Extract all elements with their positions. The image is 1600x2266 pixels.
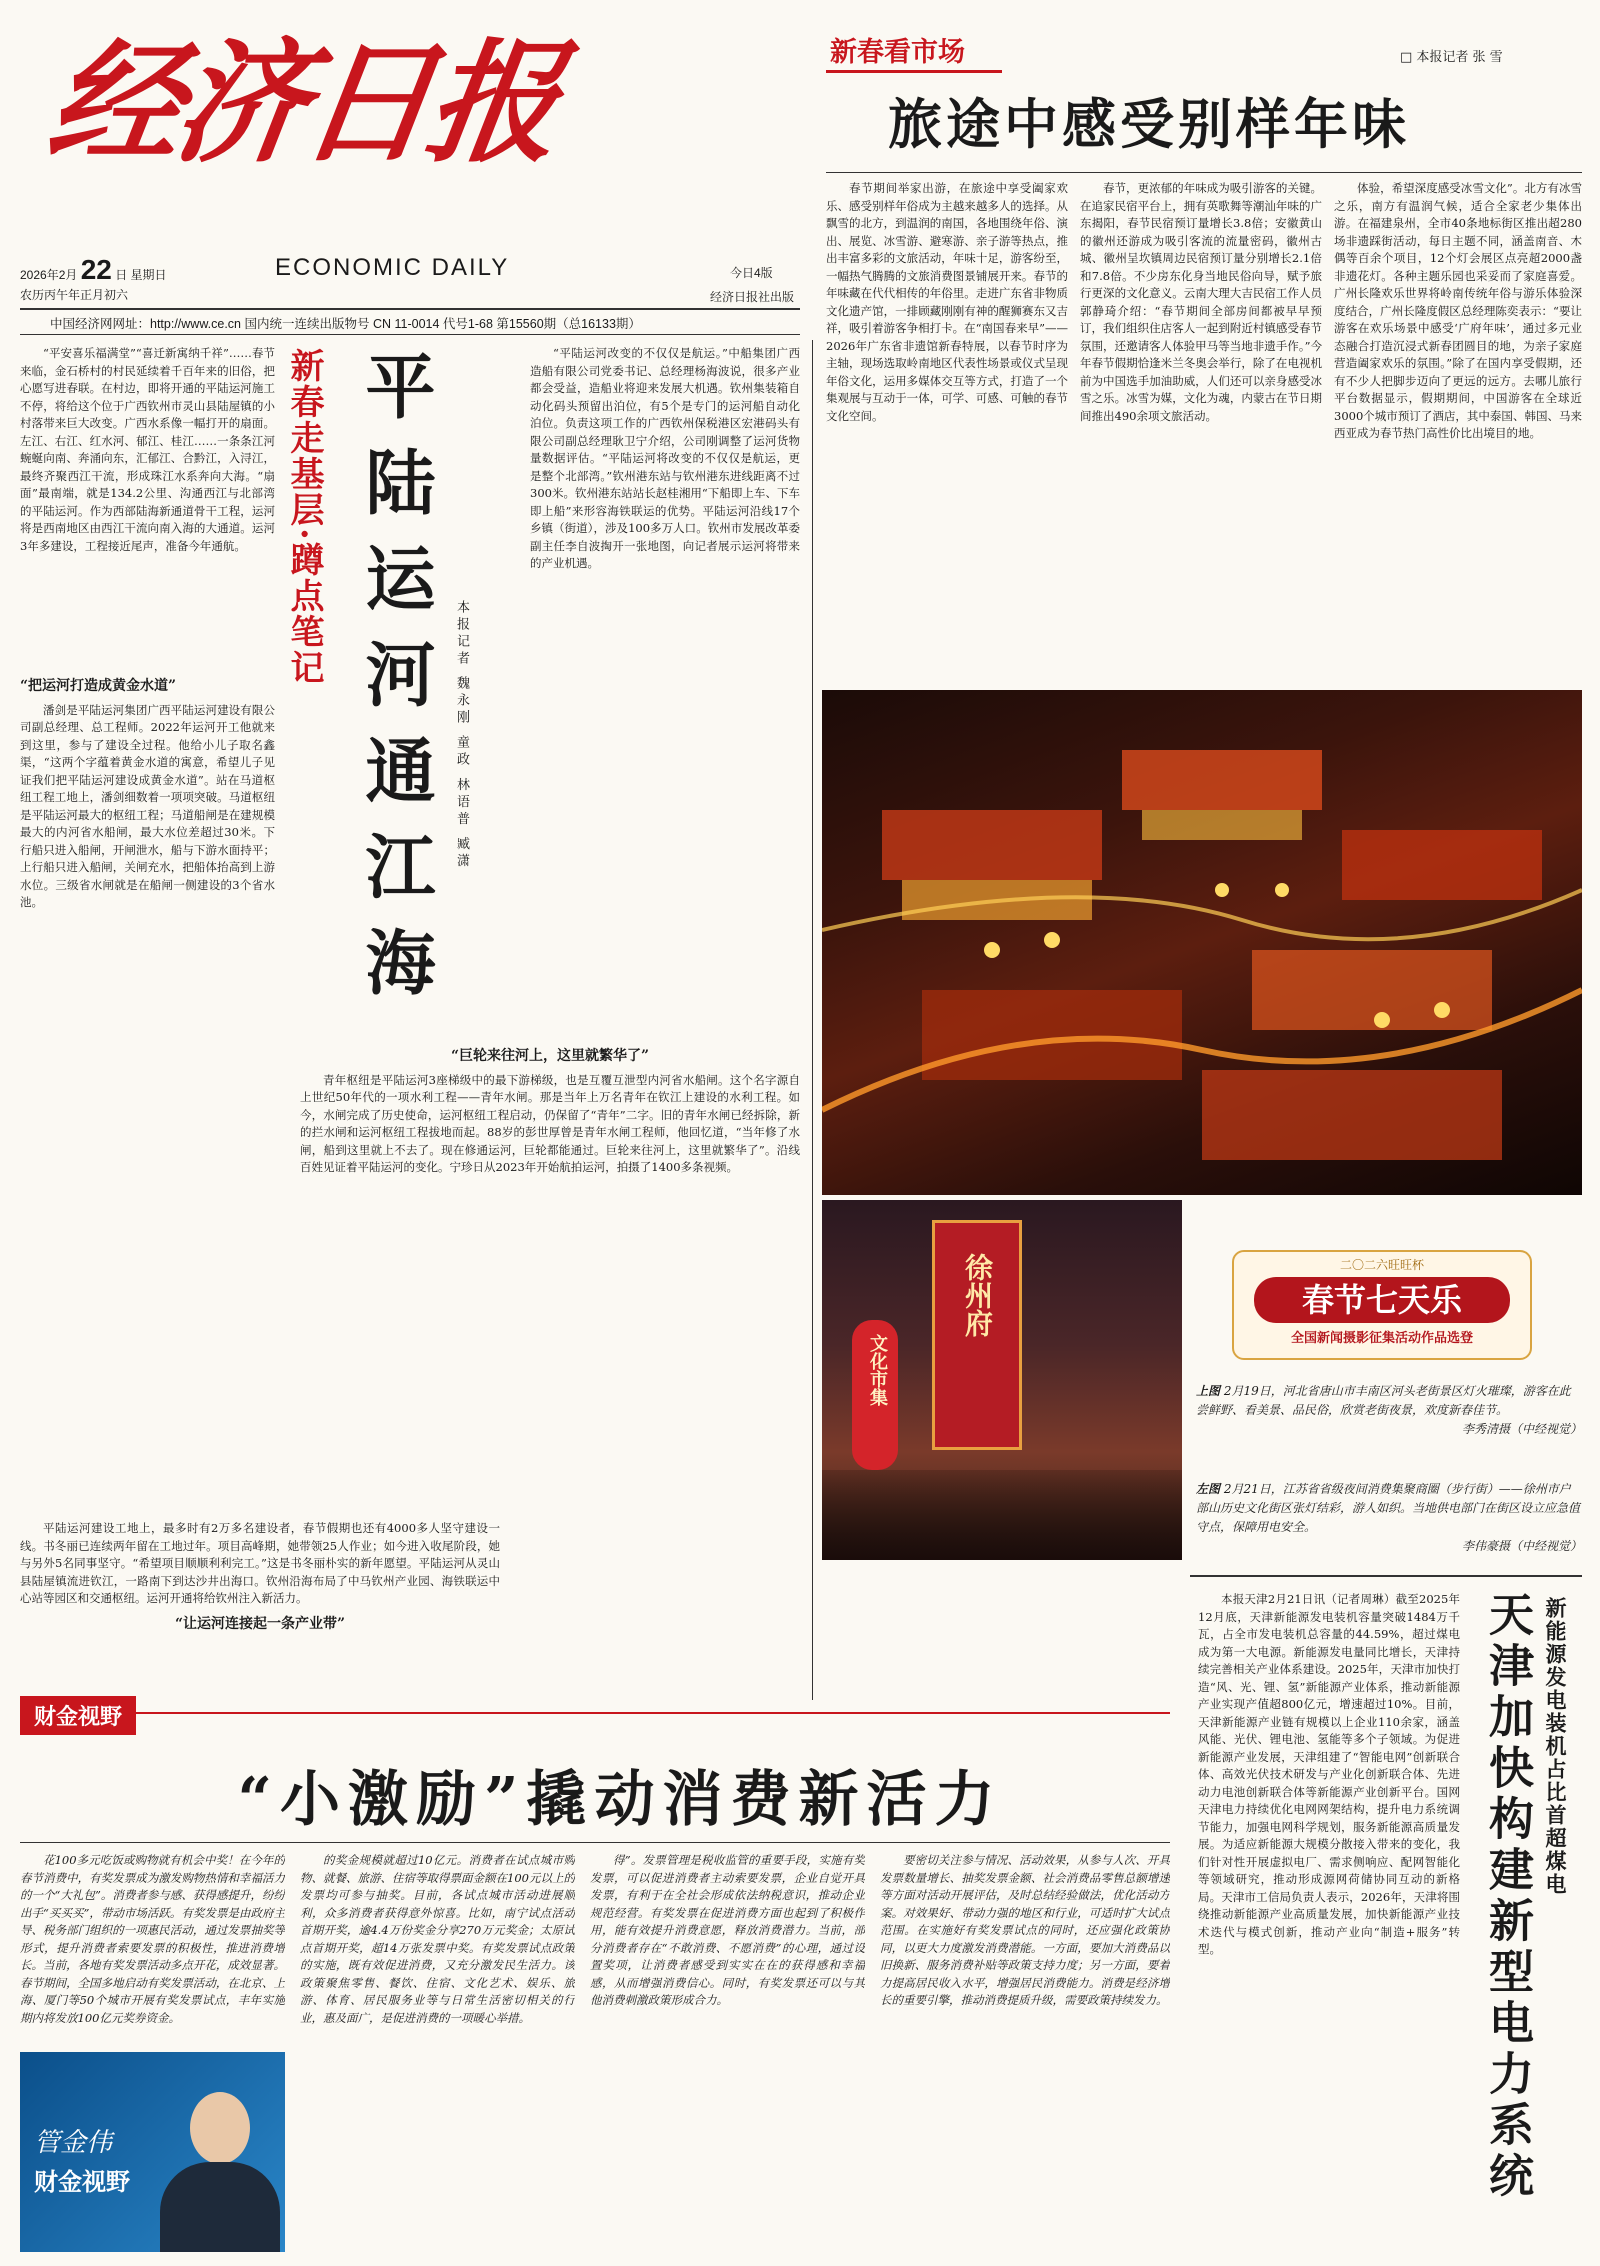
finance-rule-top [20,1712,1170,1714]
lead-title-rule [826,172,1582,173]
masthead-rule-bottom [20,334,800,335]
finance-col-2: 的奖金规模就超过10亿元。消费者在试点城市购物、就餐、旅游、住宿等取得票面金额在100元以上的发票均可参与抽奖。目前，各试点城市活动进展顺利，众多消费者获得意外惊喜。比如，南宁试点活动首期开奖，逾4.4万份奖金分享270万元奖金；太原试点首期开奖，超14万张发票中奖。有奖发票试点政策的实施，既有效促进消费，又充分激发民生活力。该政策聚焦零售、餐饮、住宿、文化艺术、娱乐、旅游、体育、居民服务业等与日常生活密切相关的行业，惠及面广，是促进消费的一项暖心举措。 [300,1853,575,2025]
lead-col-2: 春节，更浓郁的年味成为吸引游客的关键。在追家民宿平台上，拥有英歌舞等潮汕年味的广东揭阳，春节民宿预订量增长3.8倍；安徽黄山的徽州还游成为吸引客流的流量密码，徽州古城、徽州呈坎镇周边民宿预订量分别增长2.1倍和7.8倍。不少房东化身当地民俗向导，赋予旅行更深的文化意义。云南大理大吉民宿工作人员郭静琦介绍：“春节期间全部房间都被早早预订，我们组织住店客人一起到附近村镇感受春节氛围，还邀请客人体验甲马等当地非遗手作。”今年春节假期恰逢米兰冬奥会举行，除了在电视机前为中国选手加油助威，人们还可以亲身感受冰雪之乐。冰雪为媒，文化为魂，内蒙古在节日期间推出490余项文旅活动。 [1080,181,1322,423]
tianjin-title: 天津加快构建新型电力系统 [1481,1591,1534,2203]
feature-col-5: “巨轮来往河上，这里就繁华了” 青年枢纽是平陆运河3座梯级中的最下游梯级，也是互覆互泄型内河省水船闸。这个名字源自上世纪50年代的一项水利工程——青年水闸。那是当年上万名青年在钦江上建设的水利工程。如今，水闸完成了历史使命，运河枢纽工程启动，仍保留了“青年”二字。旧的青年水闸已经拆除，新的拦水闸和运河枢纽工程拔地而起。88岁的彭世厚曾是青年水闸工程师，他回忆道，“当年修了水闸，船到这里就上不去了。现在修通运河，巨轮都能通过。巨轮来往河上，这里就繁华了”。沿线百姓见证着平陆运河的变化。宁珍日从2023年开始航拍运河，拍摄了1400多条视频。 [300,1048,800,1174]
photo-arch: 徐州府 [932,1220,1022,1450]
photo-banner: 二〇二六旺旺杯 春节七天乐 全国新闻摄影征集活动作品选登 [1232,1250,1532,1360]
masthead-rule [20,308,800,310]
photo-lantern-sign: 文化市集 [852,1320,898,1470]
finance-title: “小激励”撬动消费新活力 [237,1765,1003,1835]
lead-kicker-underline [826,70,1002,73]
masthead-lunar: 农历丙午年正月初六 [20,288,129,302]
masthead-date: 2026年2月 22 日 星期日 [20,254,167,285]
feature-kicker: 新春走基层·蹲点笔记 [284,348,324,686]
photo-caption-2: 左图 2月21日，江苏省省级夜间消费集聚商圈（步行街）——徐州市户部山历史文化街区张灯结彩，游人如织。当地供电部门在街区设立应急值守点，保障用电安全。 李伟豪摄（中经视觉） [1196,1482,1582,1553]
photo-night-street-art [822,690,1582,1195]
finance-portrait: 管金伟 财金视野 [20,2052,285,2252]
finance-col-4: 要密切关注参与情况、活动效果，从参与人次、开具发票数量增长、抽奖发票金额、社会消费品零售总额增速等方面对活动开展评估，及时总结经验做法，优化活动方案。对效果好、带动力强的地区和行业，可适时扩大试点范围。在实施好有奖发票试点的同时，还应强化政策协同，以更大力度激发消费潜能。一方面，要加大消费品以旧换新、服务消费补贴等政策支持力度；另一方面，要着力提高居民收入水平，增强居民消费能力。消费是经济增长的重要引擎，推动消费提质升级，需要政策持续发力。 [880,1853,1170,2007]
masthead-infobar: 中国经济网网址：http://www.ce.cn 国内统一连续出版物号 CN 11-0014 代号1-68 第15560期（总16133期） [50,317,641,331]
masthead-pages: 今日4版 [730,266,773,280]
newspaper-logo: 经济日报 [39,26,565,181]
feature-col-3: 平陆运河建设工地上，最多时有2万多名建设者，春节假期也还有4000多人坚守建设一线。书冬丽已连续两年留在工地过年。项目高峰期，她带领25人作业；如今进入收尾阶段，她与另外5名同事坚守。“希望项目顺顺利利完工。”这是书冬丽朴实的新年愿望。平陆运河从灵山县陆屋镇流进钦江，一路南下到达沙井出海口。钦州沿海布局了中马钦州产业园、海铁联运中心站等园区和交通枢纽。运河开通将给钦州注入新活力。 “让运河连接起一条产业带” [20,1521,500,1632]
lead-kicker: 新春看市场 [830,37,965,68]
feature-subhead-2: “让运河连接起一条产业带” [174,1615,346,1632]
feature-col-2: “把运河打造成黄金水道” 潘剑是平陆运河集团广西平陆运河建设有限公司副总经理、总工程师。2022年运河开工他就来到这里，参与了建设全过程。他给小儿子取名鑫渠，“这两个字蕴着黄金水道的寓意，希望儿子见证我们把平陆运河建设成黄金水道”。站在马道枢纽工程工地上，潘剑细数着一项项突破。马道枢纽是平陆运河最大的枢纽工程；马道船闸是在建规模最大的内河省水船闸，最大水位差超过30米。下行船只进入船闸，开闸泄水，船与下游水面持平；上行船只进入船闸，关闸充水，把船体抬高到上游水位。三级省水闸就是在船闸一侧建设的3个省水池。 [20,678,275,909]
feature-subhead-1: “把运河打造成黄金水道” [20,678,177,694]
portrait-body [160,2162,280,2252]
lead-title: 旅途中感受别样年味 [888,92,1410,156]
finance-col-1: 花100多元吃饭或购物就有机会中奖！在今年的春节消费中，有奖发票成为激发购物热情和幸福活力的一个“大礼包”。消费者参与感、获得感提升，纷纷出手“买买买”，带动市场活跃。有奖发票是由政府主导、税务部门组织的一项惠民活动，通过发票抽奖等形式，提升消费者索要发票的积极性，推进消费增长。当前，各地有奖发票活动多点开花，成效显著。春节期间，全国多地启动有奖发票活动，在北京、上海、厦门等50个城市开展有奖发票试点，丰年实施期内将发放100亿元奖券资金。 [20,1853,285,2025]
feature-col-1: “平安喜乐福满堂”“喜迁新寓纳千祥”……春节来临，金石桥村的村民延续着千百年来的旧俗，把心愿写进春联。在村边，即将开通的平陆运河施工不停，将给这个位于广西钦州市灵山县陆屋镇的小村落带来巨大改变。广西水系像一幅打开的扇面。左江、右江、红水河、郁江、桂江……一条条江河蜿蜒向南、奔涌向东，汇郁江、合黔江，入浔江，最终齐聚西江干流，形成珠江水系奔向大海。“扇面”最南端，就是134.2公里、沟通西江与北部湾的平陆运河。作为西部陆海新通道骨干工程，运河将是西南地区由西江干流向南入海的大通道。运河3年多建设，工程接近尾声，准备今年通航。 [20,346,275,553]
feature-divider-v [812,340,813,1700]
masthead-publisher: 经济日报社出版 [710,290,795,304]
tianjin-body: 本报天津2月21日讯（记者周琳）截至2025年12月底，天津新能源发电装机容量突破1484万千瓦，占全市发电装机总容量的44.59%，超过煤电成为第一大电源。新能源发电量同比增长，天津持续完善相关产业体系建设。2025年，天津市加快打造“风、光、锂、氢”新能源产业体系，推动新能源产业实现产值超800亿元，增速超过10%。目前，天津新能源产业链有规模以上企业110余家，涵盖风能、光伏、锂电池、氢能等多个子领域。为促进新能源产业发展，天津组建了“智能电网”创新联合体、高效光伏技术研发与产业化创新联合体、先进动力电池创新联合体等新能源产业创新平台。国网天津电力持续优化电网网架结构，提升电力系统调节能力，加强电网科学规划，服务新能源高质量发展。为适应新能源大规模分散接入带来的变化，我们针对性开展虚拟电厂、需求侧响应、配网智能化等领域研究，推动形成源网荷储协同互动的新格局。天津市工信局负责人表示，2026年，天津将围绕推动新能源产业高质量发展，加快新能源产业技术迭代与模式创新，推动产业向“制造+服务”转型。 [1198,1592,1460,1956]
portrait-head [190,2092,250,2164]
lead-col-1: 春节期间举家出游，在旅途中享受阖家欢乐、感受别样年俗成为主越来越多人的选择。从飘雪的北方，到温润的南国，各地围绕年俗、演出、展览、冰雪游、避寒游、亲子游等热点，推出丰富多彩的文旅活动，年味十足，游客纷至，一幅热气腾腾的文旅消费图景铺展开来。春节的年味藏在代代相传的年俗里。走进广东省非物质文化遗产馆，一排顾藏刚刚有神的醒狮赛东又吉祥，吸引着游客争相打卡。在“南国春来早”——2026年广东省非遗馆新春特展，以春节时序为主轴，现场选取岭南地区代表性场景或仪式呈现年俗文化，运用多媒体交互等方式，打造了一个集观展与互动于一体，可学、可感、可触的春节文化空间。 [826,181,1068,423]
photo-caption-1: 上图 2月19日，河北省唐山市丰南区河头老街景区灯火璀璨，游客在此尝鲜野、看美景、品民俗，欣赏老街夜景，欢度新春佳节。 李秀清摄（中经视觉） [1196,1384,1582,1436]
photo-crowd [822,1470,1182,1560]
photo-pedestrian-street [822,1200,1182,1560]
finance-title-rule [20,1842,1170,1843]
finance-col-3: 得”。发票管理是税收监管的重要手段，实施有奖发票，可以促进消费者主动索要发票，企业自觉开具发票，有利于在全社会形成依法纳税意识，推动企业规范经营。有奖发票在促进消费方面也起到了积极作用，能有效提升消费意愿，释放消费潜力。当前，部分消费者存在“不敢消费、不愿消费”的心理，通过设置奖项，让消费者感受到实实在在的获得感和幸福感，从而增强消费信心。同时，有奖发票还可以与其他消费刺激政策形成合力。 [590,1853,865,2007]
finance-section-label: 财金视野 [20,1696,136,1735]
lead-col-3: 体验，希望深度感受冰雪文化”。北方有冰雪之乐，南方有温润气候，适合全家老少集体出游。在福建泉州，全市40条地标街区推出超280场非遗踩街活动，每日主题不同，涵盖南音、木偶等百余个项目，12个灯会展区点亮超2000盏非遗花灯。各种主题乐园也采妥而了家庭喜爱。广州长隆欢乐世界将岭南传统年俗与游乐体验深度结合，广州长隆度假区总经理陈奕表示：“要让游客在欢乐场景中感受‘广府年味’，通过多元业态融合打造沉浸式新春团圆目的地，为亲子家庭营造阖家欢乐的氛围。”除了在国内享受假期，还有不少人把脚步迈向了更远的远方。去哪儿旅行平台数据显示，假期期间，中国游客在全球近3000个城市预订了酒店，其中泰国、韩国、马来西亚成为春节热门高性价比出境目的地。 [1334,181,1582,440]
tianjin-subtitle: 新能源发电装机占比首超煤电 [1543,1597,1568,1896]
feature-title: 平陆运河通江海 [354,350,437,1022]
masthead [20,14,820,304]
photo-night-street [822,690,1582,1195]
feature-col-4: “平陆运河改变的不仅仅是航运。”中船集团广西造船有限公司党委书记、总经理杨海波说，很多产业都会受益，造船业将迎来发展大机遇。钦州集装箱自动化码头预留出泊位，有5个是专门的运河船自动化泊位。负责这项工作的广西钦州保税港区宏港码头有限公司副总经理耿卫宁介绍，公司刚调整了运河货物量数据评估。“平陆运河将改变的不仅仅是航运，更是整个北部湾。”钦州港东站与钦州港东进线距离不过300米。钦州港东站站长赵桂湘用“下船即上车、下车即上船”来形容海铁联运的优势。平陆运河沿线17个乡镇（街道），涉及100多万人口。钦州市发展改革委副主任李自波掏开一张地图，向记者展示运河将带来的产业机遇。 [530,346,800,570]
feature-byline: 本报记者 魏永刚 童政 林语普 臧潇 [454,600,469,871]
tianjin-box [1190,1575,1582,2255]
masthead-english: ECONOMIC DAILY [275,254,510,281]
feature-subhead-3: “巨轮来往河上，这里就繁华了” [450,1048,650,1064]
lead-byline: □ 本报记者 张 雪 [1400,50,1503,65]
